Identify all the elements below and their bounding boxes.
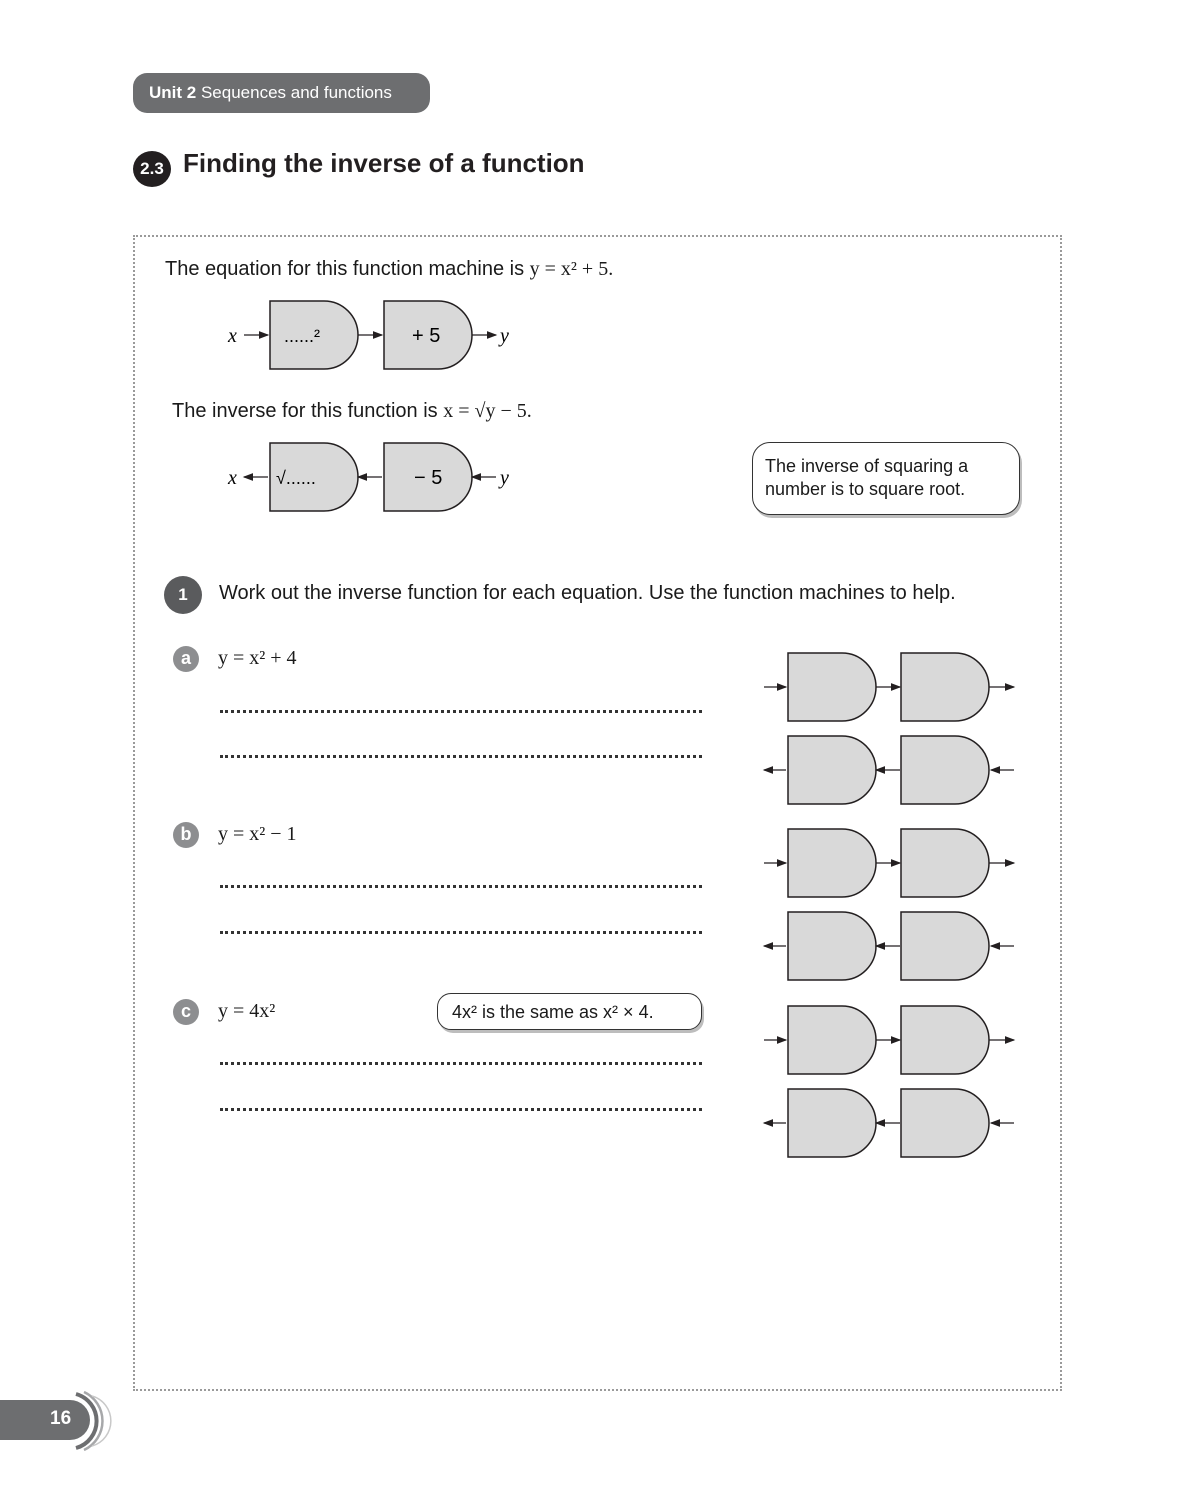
question-number-badge: 1: [164, 576, 202, 614]
unit-title: Sequences and functions: [200, 83, 392, 102]
part-a-equation: y = x² + 4: [218, 647, 297, 669]
part-a-inverse-machine: [764, 736, 1014, 804]
machine-box[interactable]: [788, 829, 876, 897]
machine2-box2-label: − 5: [414, 467, 443, 489]
blank-function-machines: [760, 650, 1022, 1165]
unit-number: Unit 2: [149, 83, 197, 102]
part-b-forward-machine: [764, 829, 1014, 897]
section-title: Finding the inverse of a function: [183, 148, 585, 178]
answer-line[interactable]: [220, 885, 702, 888]
part-b-badge: b: [173, 822, 199, 848]
part-c-equation: y = 4x²: [218, 1000, 276, 1022]
part-a-badge: a: [173, 646, 199, 672]
section-number-badge: 2.3: [133, 151, 171, 187]
machine-box[interactable]: [901, 829, 989, 897]
page-number: 16: [50, 1408, 72, 1429]
part-b-inverse-machine: [764, 912, 1014, 980]
machine2-input-label: x: [228, 467, 237, 489]
hint-callout: The inverse of squaring a number is to square root.: [752, 442, 1020, 515]
machine2-output-label: y: [500, 467, 509, 489]
part-c-forward-machine: [764, 1006, 1014, 1074]
function-machine-forward: [220, 298, 540, 376]
machine-box[interactable]: [901, 653, 989, 721]
part-b-equation: y = x² − 1: [218, 823, 297, 845]
machine1-box1-label: ......²: [284, 326, 320, 346]
machine-box[interactable]: [788, 653, 876, 721]
machine-box[interactable]: [788, 736, 876, 804]
intro-line-1-equation: y = x² + 5.: [529, 258, 614, 280]
machine-box[interactable]: [901, 1006, 989, 1074]
part-c-hint-callout: 4x² is the same as x² × 4.: [437, 993, 702, 1030]
intro-line-1-text: The equation for this function machine is: [165, 258, 530, 280]
machine-box[interactable]: [901, 736, 989, 804]
part-c-badge: c: [173, 999, 199, 1025]
question-text: Work out the inverse function for each equation. Use the function machines to help.: [219, 582, 956, 604]
answer-line[interactable]: [220, 931, 702, 934]
intro-line-2-equation: x = √y − 5.: [443, 400, 532, 422]
intro-line-2: [172, 400, 532, 423]
unit-label-pill: [133, 73, 430, 113]
intro-line-1: [165, 258, 613, 281]
machine-box[interactable]: [901, 912, 989, 980]
machine-box[interactable]: [901, 1089, 989, 1157]
answer-line[interactable]: [220, 710, 702, 713]
machine-box[interactable]: [788, 1006, 876, 1074]
answer-line[interactable]: [220, 1108, 702, 1111]
machine-box[interactable]: [788, 912, 876, 980]
page-curl-decoration: [70, 1390, 112, 1452]
machine-box[interactable]: [788, 1089, 876, 1157]
part-c-inverse-machine: [764, 1089, 1014, 1157]
function-machine-inverse: [220, 440, 540, 518]
answer-line[interactable]: [220, 1062, 702, 1065]
machine1-output-label: y: [500, 325, 509, 347]
machine2-box1-label: √......: [276, 468, 316, 488]
machine1-box2-label: + 5: [412, 325, 441, 347]
part-a-forward-machine: [764, 653, 1014, 721]
answer-line[interactable]: [220, 755, 702, 758]
intro-line-2-text: The inverse for this function is: [172, 400, 444, 422]
machine1-input-label: x: [228, 325, 237, 347]
